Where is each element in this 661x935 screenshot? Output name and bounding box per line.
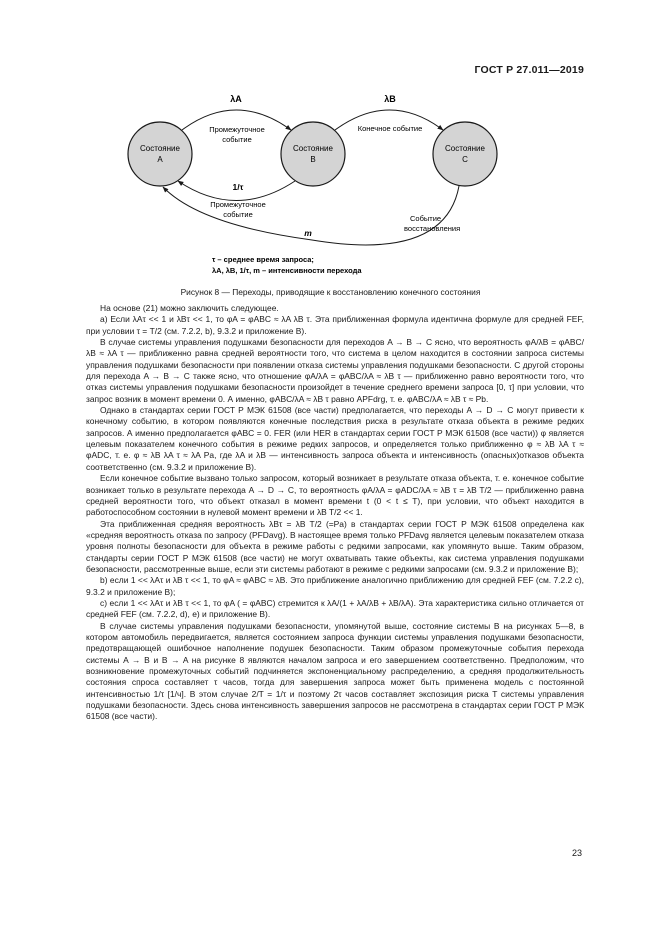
state-c-label: Состояние — [445, 144, 485, 153]
state-a-label: Состояние — [140, 144, 180, 153]
rate-inverse-tau: 1/τ — [232, 182, 244, 192]
standard-header: ГОСТ Р 27.011—2019 — [474, 64, 584, 76]
state-transition-diagram — [0, 0, 661, 290]
rate-lambda-a: λA — [230, 94, 242, 104]
state-b-label: Состояние — [293, 144, 333, 153]
paragraph: Эта приближенная средняя вероятность λBτ = λB T/2 (=Pa) в стандартах серии ГОСТ Р МЭК 61508 определена как «средняя вероятность отказа по запросу (PFDavg). В настоящее время только PFDavg является целевым показателем отказа уровня полноты безопасности для объекта в режиме работы с редкими запросами, как упомянуто выше. Таким образом, стандарты серии ГОСТ Р МЭК 61508 (все части) не могут охватывать такие объекты, как система управления подушками безопасности, рассмотренные выше, если эти системы работают в режиме с редкими запросами (см. 9.3.2 и приложение В); — [86, 518, 584, 574]
legend-line-1: τ – среднее время запроса; — [212, 255, 314, 264]
paragraph: В случае системы управления подушками безопасности для переходов A → B → C ясно, что вероятность φA/λB = φABC/λB ≈ λA τ — приближенно равна средней вероятности того, что система в целом находится в состоянии запроса системы управления подушками безопасности при появлении отказа системы управления подушками безопасности. С другой стороны для перехода A → B → C также ясно, что отношение φA/λA = φABC/λA ≈ λB τ — приближенно равно вероятности того, что отказ системы управления подушками безопасности произойдет в течение среднего времени запроса [0, τ] при условии, что запрос возник в момент времени 0. А именно, φABC/λA ≈ λB τ равно APFdrg, т. е. φABC/λA ≈ λB τ ≈ Pb. — [86, 337, 584, 404]
ab-event-label-2: событие — [222, 135, 252, 144]
ba-event-label-2: событие — [223, 210, 253, 219]
paragraph: Однако в стандартах серии ГОСТ Р МЭК 61508 (все части) предполагается, что переходы A → D → C могут привести к конечному событию, в котором появляются конечные последствия риска в результате отказа объекта в режиме редких запросов. А именно предполагается φABC = 0. FER (или HER в стандартах серии ГОСТ Р МЭК 61508 (все части)) φ является целевым показателем конечного события в режиме редких запросов, и определяется только приближенно φ ≈ λB λA τ ≈ φADC, т. е. φ ≈ λB λA τ ≈ λA Pa, где λA и λB — интенсивность запроса объекта и интенсивность (опасных)отказов объекта соответственно (см. 9.3.2 и приложение В). — [86, 405, 584, 472]
bc-event-label: Конечное событие — [357, 124, 423, 133]
rate-m: m — [304, 228, 312, 238]
ca-event-label-2: восстановления — [404, 224, 461, 233]
paragraph: c) если 1 << λAτ и λB τ << 1, то φA ( = φABC) стремится к λA/(1 + λA/λB + λB/λA). Эта характеристика сильно отличается от средней FEF (см. 7.2.2, d), е) и приложение В). — [86, 597, 584, 620]
paragraph: b) если 1 << λAτ и λB τ << 1, то φA ≈ φABC ≈ λB. Это приближение аналогично приближению для средней FEF (см. 7.2.2 с), 9.3.2 и приложение В); — [86, 575, 584, 597]
figure-caption: Рисунок 8 — Переходы, приводящие к восстановлению конечного состояния — [180, 287, 481, 297]
rate-lambda-b: λB — [384, 94, 396, 104]
paragraph: а) Если λAτ << 1 и λBτ << 1, то φA = φABC ≈ λA λB τ. Эта приближенная формула идентична формуле для средней FEF, при условии τ = T/2 (см. 7.2.2, b), 9.3.2 и приложение В). — [86, 314, 584, 336]
state-a-circle — [128, 122, 192, 186]
page-number: 23 — [571, 848, 582, 858]
state-a-letter: A — [157, 155, 163, 164]
ab-event-label-1: Промежуточное — [209, 125, 265, 134]
state-c-letter: C — [462, 155, 468, 164]
paragraph: Если конечное событие вызвано только запросом, который возникает в результате отказа объекта, т. е. конечное событие возникает только в результате перехода A → D → C, то вероятность φA/λA = φADC/λA ≈ λB τ = λB T/2 — приближенно равна средней вероятности того, что объект отказал в момент времени t (0 < t ≤ T), при условии, что объект находится в работоспособном состоянии в нулевой момент времени и λB T/2 << 1. — [86, 473, 584, 518]
paragraph: На основе (21) можно заключить следующее. — [100, 303, 279, 313]
state-c-circle — [433, 122, 497, 186]
ba-event-label-1: Промежуточное — [210, 200, 266, 209]
ca-event-label-1: Событие — [410, 214, 442, 223]
state-b-letter: B — [310, 155, 316, 164]
body-text — [86, 303, 584, 723]
paragraph: В случае системы управления подушками безопасности, упомянутой выше, состояние системы В на рисунках 5—8, в котором автомобиль передвигается, является состоянием запроса функции системы управления подушками безопасности, предотвращающей ошибочное наполнение подушек безопасности. Таким образом промежуточные события перехода системы A → B и B → A на рисунке 8 являются началом запроса и его завершением соответственно. Предположим, что возникновение промежуточных событий подчиняется экспоненциальному распределению, а средняя продолжительность состояния спроса составляет τ часов, тогда для завершения запроса может быть применена модель с постоянной интенсивностью 1/τ [1/ч]. В этом случае 2/T = 1/τ и поэтому 2τ часов составляет экспозиция риска T системы управления подушками безопасности. Здесь снова интенсивность завершения запросов не рассмотрена в стандартах серии ГОСТ Р МЭК 61508 (все части). — [86, 620, 584, 722]
legend-line-2: λA, λB, 1/τ, m – интенсивности перехода — [212, 266, 362, 275]
state-b-circle — [281, 122, 345, 186]
